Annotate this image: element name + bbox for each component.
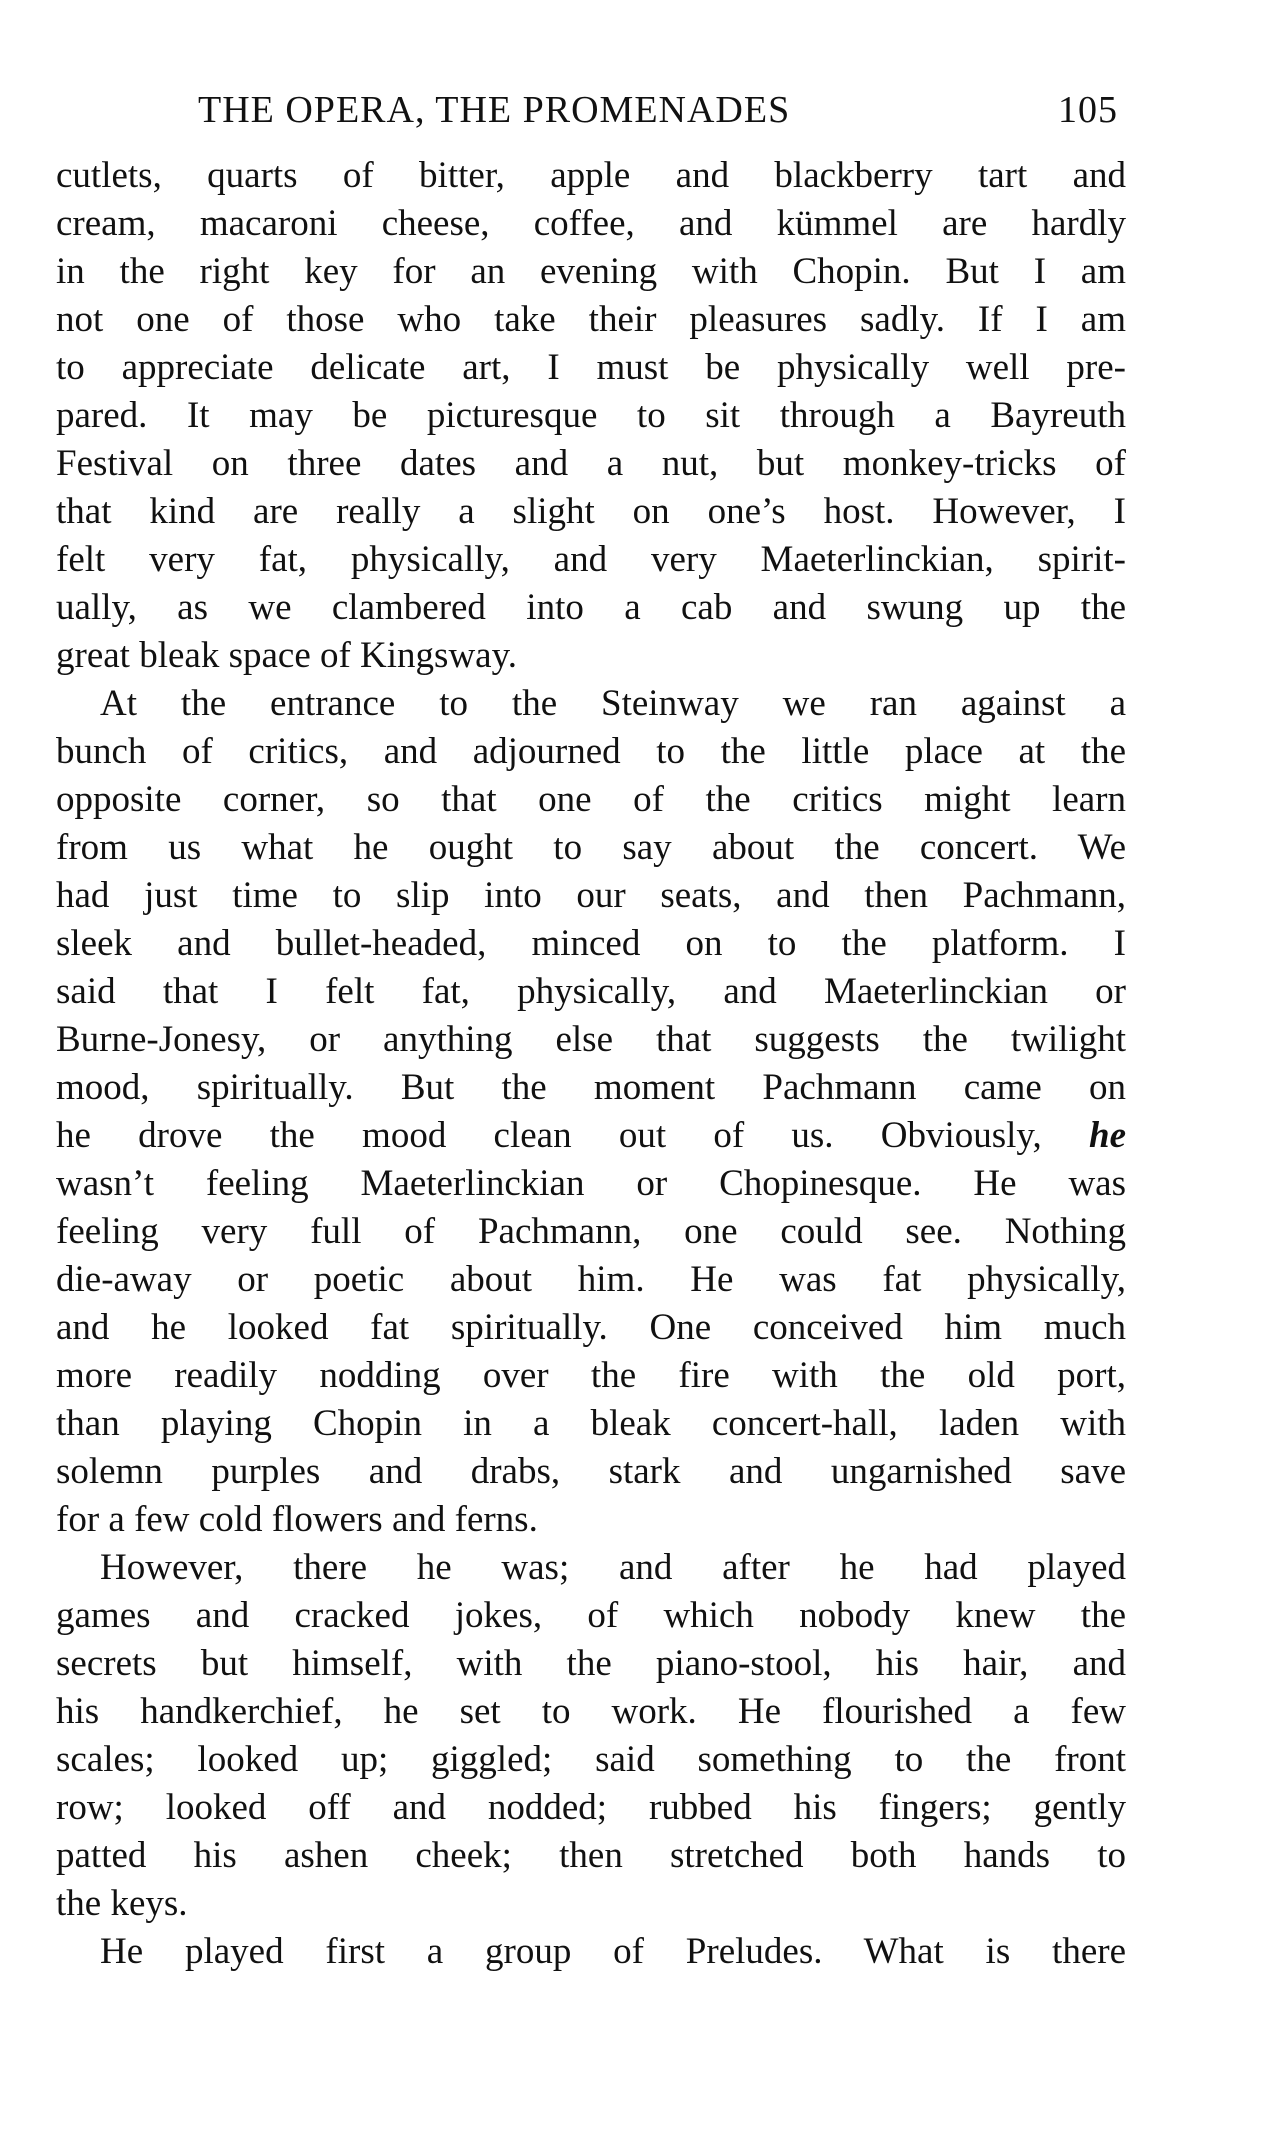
text-line: in the right key for an evening with Chopin. But I am xyxy=(56,251,1126,292)
text-line: Burne-Jonesy, or anything else that suggests the twilight xyxy=(56,1019,1126,1060)
text-line: bunch of critics, and adjourned to the little place at the xyxy=(56,731,1126,772)
text-line-with-emphasis xyxy=(56,1112,1126,1160)
text-line: more readily nodding over the fire with the old port, xyxy=(56,1355,1126,1396)
text-line: However, there he was; and after he had played xyxy=(100,1547,1126,1588)
text-line: scales; looked up; giggled; said something to the front xyxy=(56,1739,1126,1780)
text-line: that kind are really a slight on one’s host. However, I xyxy=(56,491,1126,532)
emphasized-word: he xyxy=(1089,1115,1126,1156)
paragraph-2 xyxy=(56,680,1126,1544)
text-line: pared. It may be picturesque to sit through a Bayreuth xyxy=(56,395,1126,436)
text-line: felt very fat, physically, and very Maeterlinckian, spirit- xyxy=(56,539,1126,580)
text-line: wasn’t feeling Maeterlinckian or Chopinesque. He was xyxy=(56,1163,1126,1204)
text-line: row; looked off and nodded; rubbed his fingers; gently xyxy=(56,1787,1126,1828)
text-line: opposite corner, so that one of the critics might learn xyxy=(56,779,1126,820)
text-line: cream, macaroni cheese, coffee, and kümmel are hardly xyxy=(56,203,1126,244)
text-line: said that I felt fat, physically, and Maeterlinckian or xyxy=(56,971,1126,1012)
text-line: mood, spiritually. But the moment Pachmann came on xyxy=(56,1067,1126,1108)
text-line: games and cracked jokes, of which nobody knew the xyxy=(56,1595,1126,1636)
text-line: not one of those who take their pleasures sadly. If I am xyxy=(56,299,1126,340)
text-line: At the entrance to the Steinway we ran against a xyxy=(100,683,1126,724)
text-line: his handkerchief, he set to work. He flourished a few xyxy=(56,1691,1126,1732)
text-line: die-away or poetic about him. He was fat physically, xyxy=(56,1259,1126,1300)
text-line: Festival on three dates and a nut, but monkey-tricks of xyxy=(56,443,1126,484)
text-line: secrets but himself, with the piano-stool, his hair, and xyxy=(56,1643,1126,1684)
text-line: feeling very full of Pachmann, one could see. Nothing xyxy=(56,1211,1126,1252)
text-line: to appreciate delicate art, I must be physically well pre- xyxy=(56,347,1126,388)
running-head-title: THE OPERA, THE PROMENADES xyxy=(198,89,791,131)
text-line: from us what he ought to say about the concert. We xyxy=(56,827,1126,868)
body-text xyxy=(56,152,1126,1976)
text-line: than playing Chopin in a bleak concert-hall, laden with xyxy=(56,1403,1126,1444)
text-line: had just time to slip into our seats, and then Pachmann, xyxy=(56,875,1126,916)
paragraph-4 xyxy=(56,1928,1126,1976)
running-head xyxy=(198,80,1118,140)
text-line: ually, as we clambered into a cab and swung up the xyxy=(56,587,1126,628)
text-line: He played first a group of Preludes. What is there xyxy=(100,1931,1126,1972)
paragraph-1 xyxy=(56,152,1126,680)
text-fragment: he drove the mood clean out of us. Obviously, xyxy=(56,1115,1042,1156)
text-line: sleek and bullet-headed, minced on to the platform. I xyxy=(56,923,1126,964)
paragraph-3 xyxy=(56,1544,1126,1928)
text-line: the keys. xyxy=(56,1883,188,1924)
text-line: solemn purples and drabs, stark and ungarnished save xyxy=(56,1451,1126,1492)
text-line: cutlets, quarts of bitter, apple and blackberry tart and xyxy=(56,155,1126,196)
text-line: great bleak space of Kingsway. xyxy=(56,635,517,676)
text-line: and he looked fat spiritually. One conceived him much xyxy=(56,1307,1126,1348)
page-number: 105 xyxy=(1058,89,1118,131)
text-line: patted his ashen cheek; then stretched both hands to xyxy=(56,1835,1126,1876)
text-line: for a few cold flowers and ferns. xyxy=(56,1499,538,1540)
